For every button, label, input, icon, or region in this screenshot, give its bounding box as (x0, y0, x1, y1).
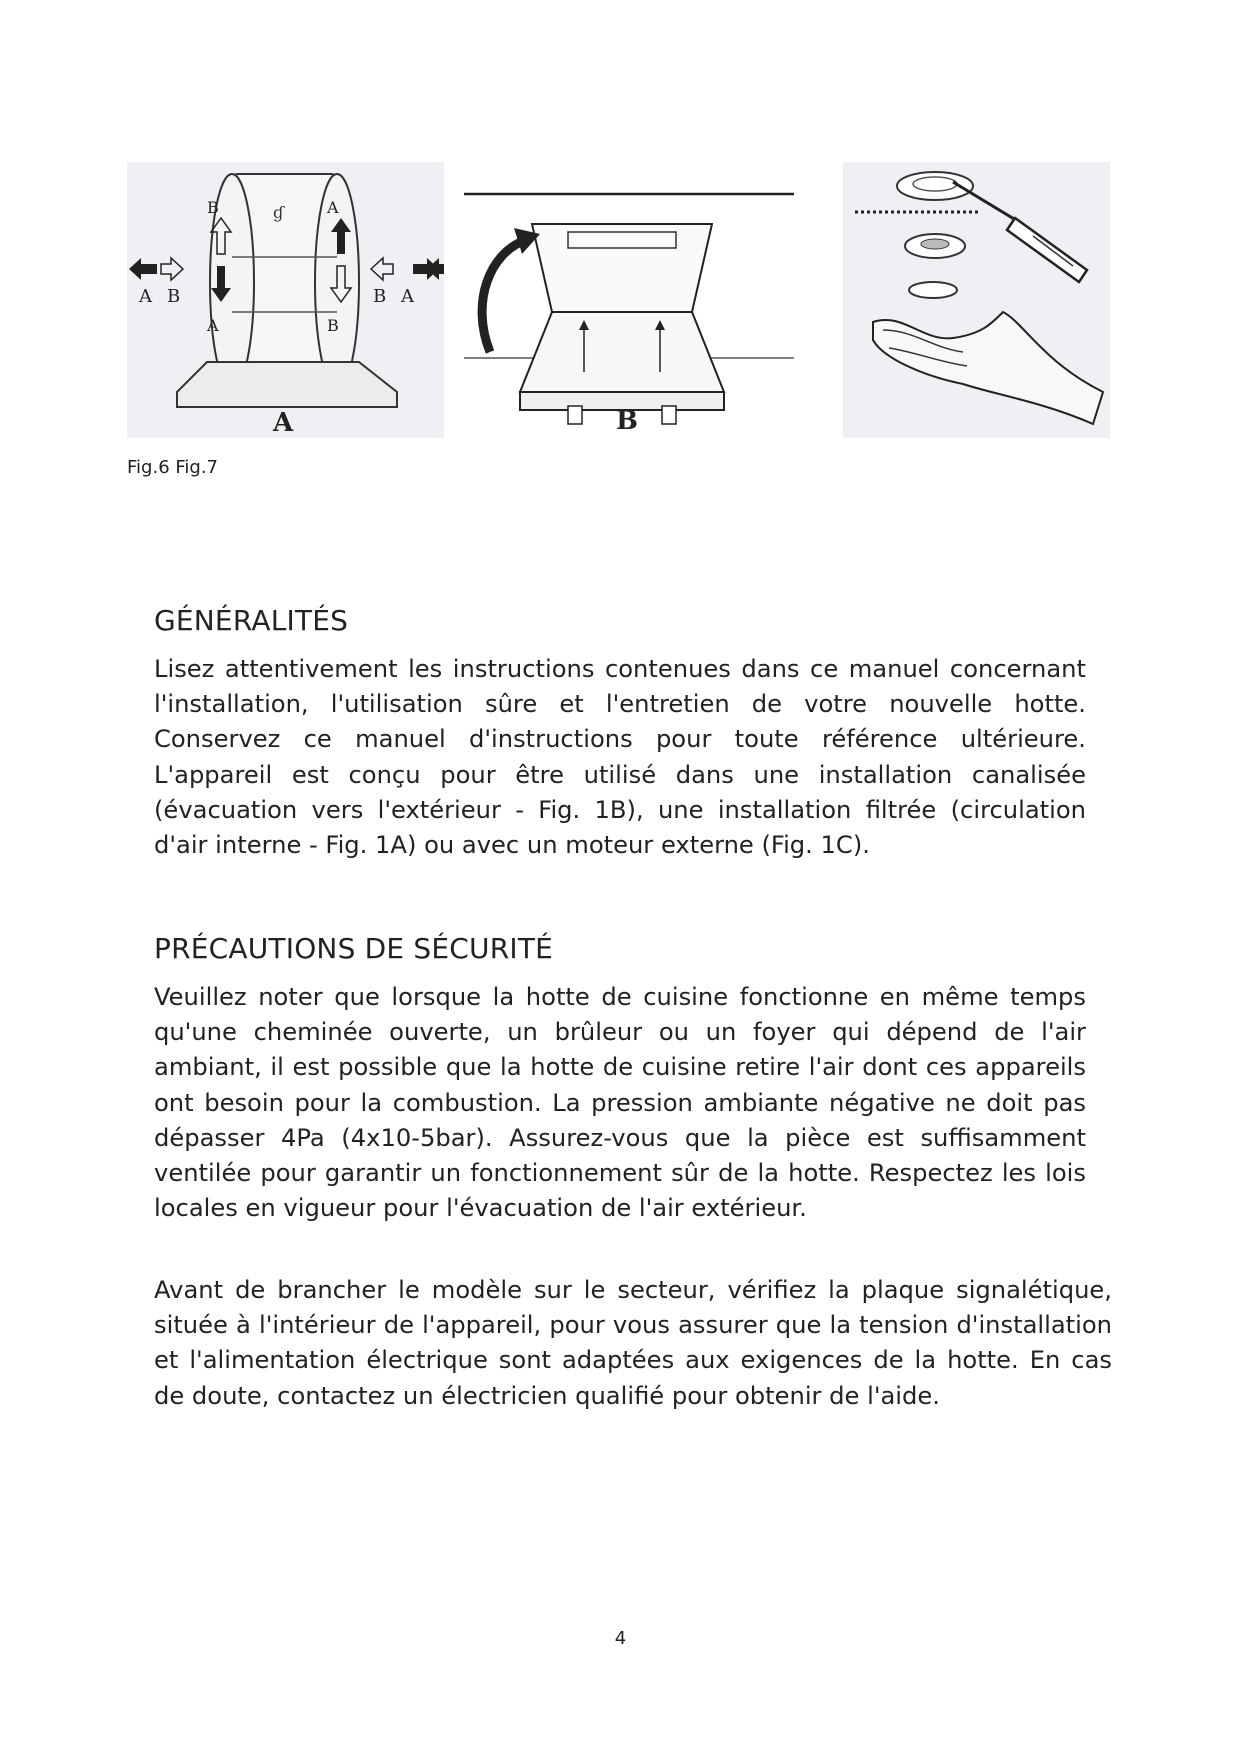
section-body-general: Lisez attentivement les instructions contenues dans ce manuel concernant l'installation, l'utilisation sûre et l'entretien de votre nouvelle hotte. Conservez ce manuel d'instructions pour toute référence ultérieure. L'appareil est conçu pour être utilisé dans une installation canalisée (évacuation vers l'extérieur - Fig. 1B), une installation filtrée (circulation d'air interne - Fig. 1A) ou avec un moteur externe (Fig. 1C). (154, 655, 1086, 860)
figure-a-arrow-label: B (373, 286, 387, 307)
page-number: 4 (614, 1628, 627, 1649)
figure-a-arrow-label: A (327, 198, 339, 217)
figure-caption: Fig.6 Fig.7 (127, 457, 219, 478)
figure-a-arrow-label: B (327, 316, 339, 335)
figure-a-label: A (273, 408, 294, 438)
filter-removal-illustration (843, 162, 1110, 438)
section-title-safety: PRÉCAUTIONS DE SÉCURITÉ (154, 932, 554, 965)
figure-a-arrow-label: A (139, 286, 152, 307)
figure-a-arrow-label: B (167, 286, 181, 307)
figure-a-motor (127, 162, 444, 438)
figure-a-arrow-label: B (207, 198, 219, 217)
figure-a-arrow-label: A (401, 286, 414, 307)
figure-b-label: B (616, 406, 638, 436)
section-body-safety: Veuillez noter que lorsque la hotte de cuisine fonctionne en même temps qu'une cheminée ouverte, un brûleur ou un foyer qui dépend de l'air ambiant, il est possible que la hotte de cuisine retire l'air dont ces appareils ont besoin pour la combustion. La pression ambiante négative ne doit pas dépasser 4Pa (4x10-5bar). Assurez-vous que la pièce est suffisamment ventilée pour garantir un fonctionnement sûr de la hotte. Respectez les lois locales en vigueur pour l'évacuation de l'air extérieur. (154, 983, 1086, 1223)
figure-b-hood (460, 162, 796, 438)
figure-c-filter-removal (843, 162, 1110, 438)
svg-text:ɠ: ɠ (273, 203, 284, 222)
section-body-safety-electrical: Avant de brancher le modèle sur le secteur, vérifiez la plaque signalétique, située à l'intérieur de l'appareil, pour vous assurer que la tension d'installation et l'alimentation électrique sont adaptées aux exigences de la hotte. En cas de doute, contactez un électricien qualifié pour obtenir de l'aide. (154, 1276, 1112, 1410)
figure-a-arrow-label: A (207, 316, 219, 335)
section-title-general: GÉNÉRALITÉS (154, 604, 349, 637)
hood-panel-illustration (460, 162, 796, 438)
